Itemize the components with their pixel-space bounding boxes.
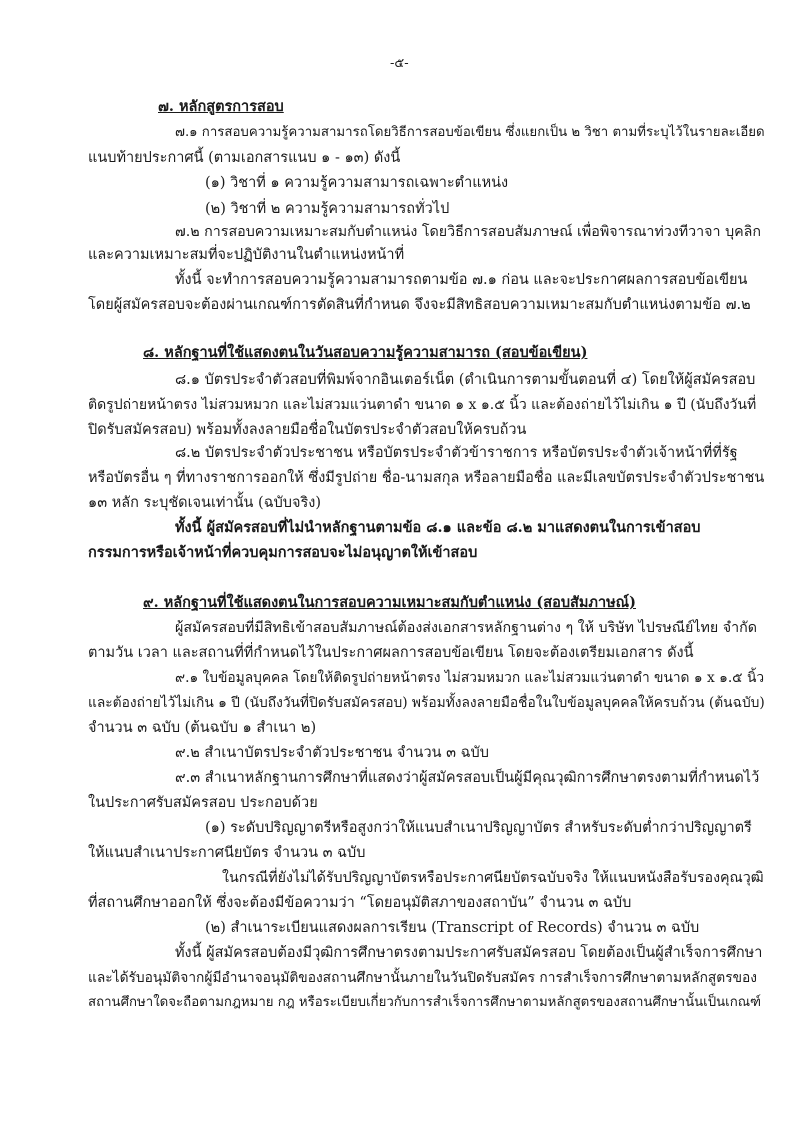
page-number: -๕-: [390, 56, 409, 71]
section-9-3-sub-1-line-2: ให้แนบสำเนาประกาศนียบัตร จำนวน ๓ ฉบับ: [88, 845, 366, 861]
section-9-3-line-1: ๙.๓ สำเนาหลักฐานการศึกษาที่แสดงว่าผู้สมัครสอบเป็นผู้มีคุณวุฒิการศึกษาตรงตามที่กำหนดไว้: [175, 770, 760, 786]
section-7-note-line-1: ทั้งนี้ จะทำการสอบความรู้ความสามารถตามข้อ ๗.๑ ก่อน และจะประกาศผลการสอบข้อเขียน: [175, 272, 748, 288]
section-8-1-line-3: ปิดรับสมัครสอบ) พร้อมทั้งลงลายมือชื่อในบัตรประจำตัวสอบให้ครบถ้วน: [88, 422, 527, 438]
section-7-2-line-1: ๗.๒ การสอบความเหมาะสมกับตำแหน่ง โดยวิธีการสอบสัมภาษณ์ เพื่อพิจารณาท่วงทีวาจา บุคลิก: [175, 224, 762, 240]
section-7-item-2: (๒) วิชาที่ ๒ ความรู้ความสามารถทั่วไป: [205, 201, 450, 217]
section-9-3-sub-2: (๒) สำเนาระเบียนแสดงผลการเรียน (Transcript of Records) จำนวน ๓ ฉบับ: [205, 920, 700, 936]
section-7-1-line-1: ๗.๑ การสอบความรู้ความสามารถโดยวิธีการสอบข้อเขียน ซึ่งแยกเป็น ๒ วิชา ตามที่ระบุไว้ในรายละเอียด: [175, 125, 765, 140]
section-7-heading: ๗. หลักสูตรการสอบ: [158, 98, 284, 115]
section-9-3-line-2: ในประกาศรับสมัครสอบ ประกอบด้วย: [88, 795, 318, 811]
section-9-final-line-2: และได้รับอนุมัติจากผู้มีอำนาจอนุมัติของสถานศึกษานั้นภายในวันปิดรับสมัคร การสำเร็จการศึกษาตามหลักสูตรของ: [88, 970, 757, 986]
section-9-final-line-1: ทั้งนี้ ผู้สมัครสอบต้องมีวุฒิการศึกษาตรงตามประกาศรับสมัครสอบ โดยต้องเป็นผู้สำเร็จการศึกษา: [175, 945, 763, 961]
section-9-1-line-1: ๙.๑ ใบข้อมูลบุคคล โดยให้ติดรูปถ่ายหน้าตรง ไม่สวมหมวก และไม่สวมแว่นตาดำ ขนาด ๑ x ๑.๕ นิ้ว: [175, 670, 765, 686]
section-8-1-line-1: ๘.๑ บัตรประจำตัวสอบที่พิมพ์จากอินเตอร์เน็ต (ดำเนินการตามขั้นตอนที่ ๔) โดยให้ผู้สมัครสอบ: [175, 372, 756, 388]
section-9-final-line-3: สถานศึกษาใดจะถือตามกฎหมาย กฎ หรือระเบียบเกี่ยวกับการสำเร็จการศึกษาตามหลักสูตรของสถานศึกษานั้นเป็นเกณฑ์: [88, 995, 762, 1010]
section-9-1-line-3: จำนวน ๓ ฉบับ (ต้นฉบับ ๑ สำเนา ๒): [88, 720, 317, 736]
section-9-1-line-2: และต้องถ่ายไว้ไม่เกิน ๑ ปี (นับถึงวันที่ปิดรับสมัครสอบ) พร้อมทั้งลงลายมือชื่อในใบข้อมูลบุคคลให้ครบถ้วน (ต้นฉบับ): [88, 695, 765, 711]
section-8-2-line-3: ๑๓ หลัก ระบุชัดเจนเท่านั้น (ฉบับจริง): [88, 495, 322, 511]
section-7-1-line-2: แนบท้ายประกาศนี้ (ตามเอกสารแนบ ๑ - ๑๓) ดังนี้: [88, 150, 401, 166]
section-8-heading: ๘. หลักฐานที่ใช้แสดงตนในวันสอบความรู้ความสามารถ (สอบข้อเขียน): [143, 344, 588, 361]
section-8-warning-line-1: ทั้งนี้ ผู้สมัครสอบที่ไม่นำหลักฐานตามข้อ ๘.๑ และข้อ ๘.๒ มาแสดงตนในการเข้าสอบ: [175, 519, 701, 536]
section-9-3-sub-1-line-4: ที่สถานศึกษาออกให้ ซึ่งจะต้องมีข้อความว่า “โดยอนุมัติสภาของสถาบัน” จำนวน ๓ ฉบับ: [88, 895, 632, 911]
section-9-intro-line-2: ตามวัน เวลา และสถานที่ที่กำหนดไว้ในประกาศผลการสอบข้อเขียน โดยจะต้องเตรียมเอกสาร ดังนี้: [88, 645, 694, 661]
section-8-1-line-2: ติดรูปถ่ายหน้าตรง ไม่สวมหมวก และไม่สวมแว่นตาดำ ขนาด ๑ x ๑.๕ นิ้ว และต้องถ่ายไว้ไม่เกิน ๑ ปี (นับถึงวันที่: [88, 397, 757, 413]
section-9-3-sub-1-line-1: (๑) ระดับปริญญาตรีหรือสูงกว่าให้แนบสำเนาปริญญาบัตร สำหรับระดับต่ำกว่าปริญญาตรี: [205, 820, 752, 836]
section-7-note-line-2: โดยผู้สมัครสอบจะต้องผ่านเกณฑ์การตัดสินที่กำหนด จึงจะมีสิทธิสอบความเหมาะสมกับตำแหน่งตามข้อ ๗.๒: [88, 297, 751, 313]
section-9-intro-line-1: ผู้สมัครสอบที่มีสิทธิเข้าสอบสัมภาษณ์ต้องส่งเอกสารหลักฐานต่าง ๆ ให้ บริษัท ไปรษณีย์ไทย จำกัด: [175, 620, 758, 636]
section-7-item-1: (๑) วิชาที่ ๑ ความรู้ความสามารถเฉพาะตำแหน่ง: [205, 175, 509, 191]
section-8-2-line-1: ๘.๒ บัตรประจำตัวประชาชน หรือบัตรประจำตัวข้าราชการ หรือบัตรประจำตัวเจ้าหน้าที่ที่รัฐ: [175, 445, 738, 461]
section-9-2: ๙.๒ สำเนาบัตรประจำตัวประชาชน จำนวน ๓ ฉบับ: [175, 745, 489, 761]
section-8-warning-line-2: กรรมการหรือเจ้าหน้าที่ควบคุมการสอบจะไม่อนุญาตให้เข้าสอบ: [88, 544, 478, 561]
section-9-heading: ๙. หลักฐานที่ใช้แสดงตนในการสอบความเหมาะสมกับตำแหน่ง (สอบสัมภาษณ์): [143, 594, 636, 611]
section-8-2-line-2: หรือบัตรอื่น ๆ ที่ทางราชการออกให้ ซึ่งมีรูปถ่าย ชื่อ-นามสกุล หรือลายมือชื่อ และมีเลขบัตรประจำตัวประชาชน: [88, 470, 765, 486]
section-7-2-line-2: และความเหมาะสมที่จะปฏิบัติงานในตำแหน่งหน้าที่: [88, 247, 405, 263]
section-9-3-sub-1-line-3: ในกรณีที่ยังไม่ได้รับปริญญาบัตรหรือประกาศนียบัตรฉบับจริง ให้แนบหนังสือรับรองคุณวุฒิ: [222, 870, 764, 886]
